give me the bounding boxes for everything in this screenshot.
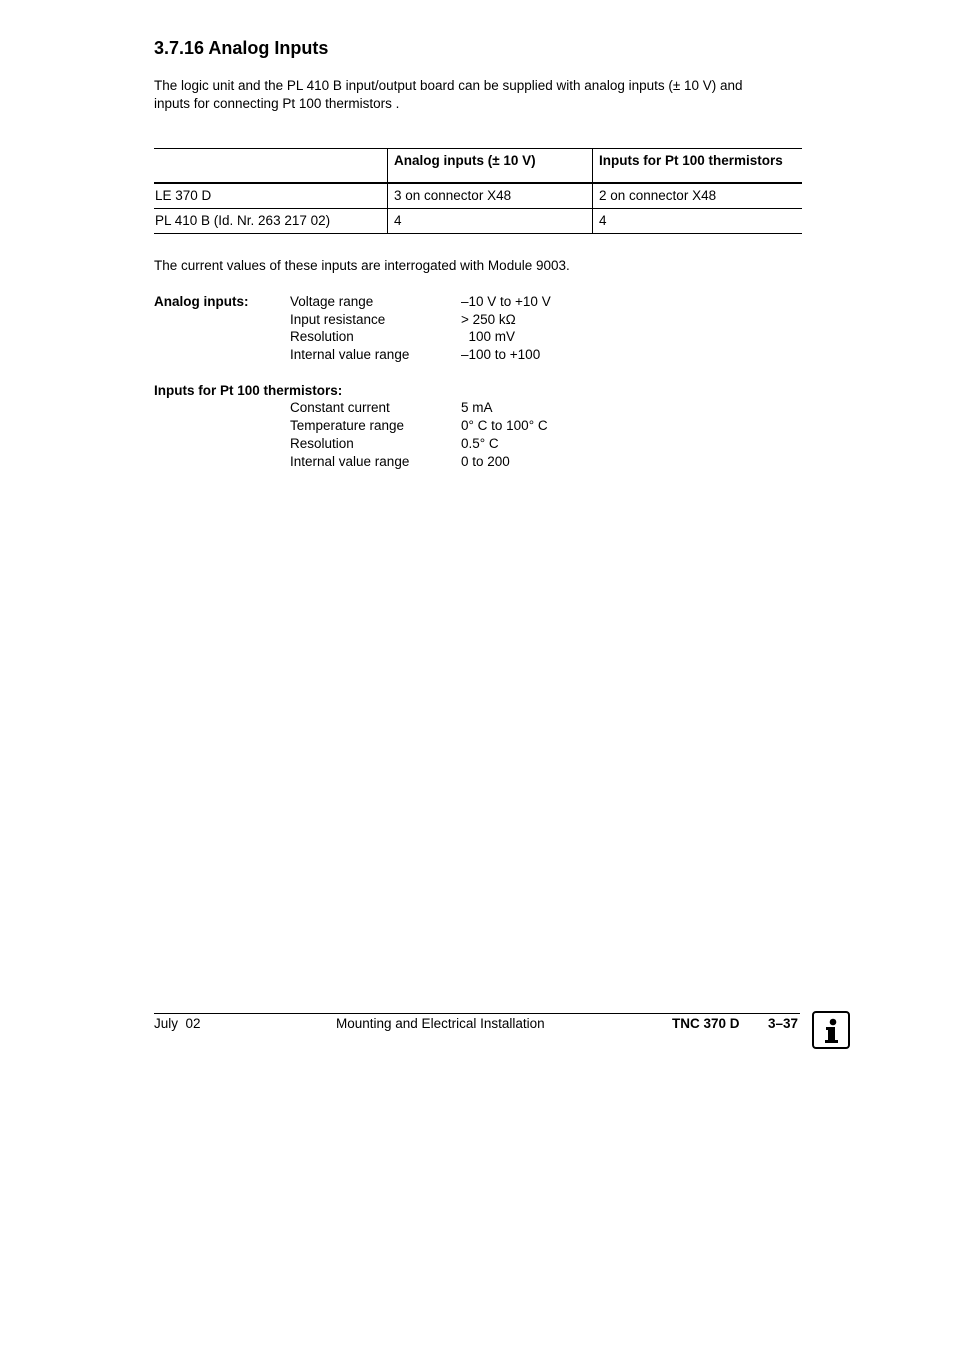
footer-date: July 02 — [154, 1016, 201, 1031]
module-note: The current values of these inputs are interrogated with Module 9003. — [154, 258, 570, 273]
spec-value: 100 mV — [461, 329, 516, 345]
spec-value: 0° C to 100° C — [461, 418, 548, 434]
footer-chapter: Mounting and Electrical Installation — [336, 1016, 545, 1031]
spec-name: Input resistance — [290, 311, 386, 327]
table-cell: 4 — [388, 208, 593, 233]
table-cell: LE 370 D — [155, 187, 212, 203]
table-cell: 4 — [593, 208, 803, 233]
spec-value: 0 to 200 — [461, 453, 510, 469]
info-icon — [812, 1011, 850, 1049]
header-cell-thermistors: Inputs for Pt 100 thermistors — [593, 149, 803, 183]
spec-name: Voltage range — [290, 294, 374, 309]
header-cell-empty — [154, 149, 388, 183]
spec-value: –100 to +100 — [461, 347, 541, 363]
table-cell: 2 on connector X48 — [593, 183, 803, 209]
spec-value: 5 mA — [461, 400, 493, 416]
spec-name: Internal value range — [290, 347, 410, 363]
analog-inputs-label: Analog inputs: — [154, 294, 249, 309]
spec-value: –10 V to +10 V — [461, 294, 551, 309]
footer-divider — [154, 1013, 800, 1014]
spec-name: Constant current — [290, 400, 390, 416]
footer-model: TNC 370 D — [672, 1016, 740, 1031]
intro-paragraph — [154, 77, 814, 112]
intro-line-1: The logic unit and the PL 410 B input/output board can be supplied with analog inputs (± 10 V) and — [154, 78, 743, 93]
table-row — [154, 208, 802, 233]
header-cell-analog: Analog inputs (± 10 V) — [388, 149, 593, 183]
spec-value: 0.5° C — [461, 435, 499, 451]
spec-name: Resolution — [290, 329, 354, 345]
spec-value: > 250 kΩ — [461, 311, 516, 327]
intro-line-2: inputs for connecting Pt 100 thermistors . — [154, 95, 400, 111]
spec-name: Temperature range — [290, 418, 405, 434]
thermistor-inputs-label: Inputs for Pt 100 thermistors: — [154, 382, 343, 398]
table-cell: PL 410 B (Id. Nr. 263 217 02) — [155, 212, 331, 228]
table-header-row — [154, 149, 802, 183]
table-row — [154, 183, 802, 209]
spec-name: Resolution — [290, 435, 354, 451]
footer-page-number: 3–37 — [768, 1016, 799, 1031]
table-cell: 3 on connector X48 — [388, 183, 593, 209]
inputs-table — [154, 148, 802, 234]
spec-name: Internal value range — [290, 453, 410, 469]
section-title: 3.7.16 Analog Inputs — [154, 38, 329, 58]
